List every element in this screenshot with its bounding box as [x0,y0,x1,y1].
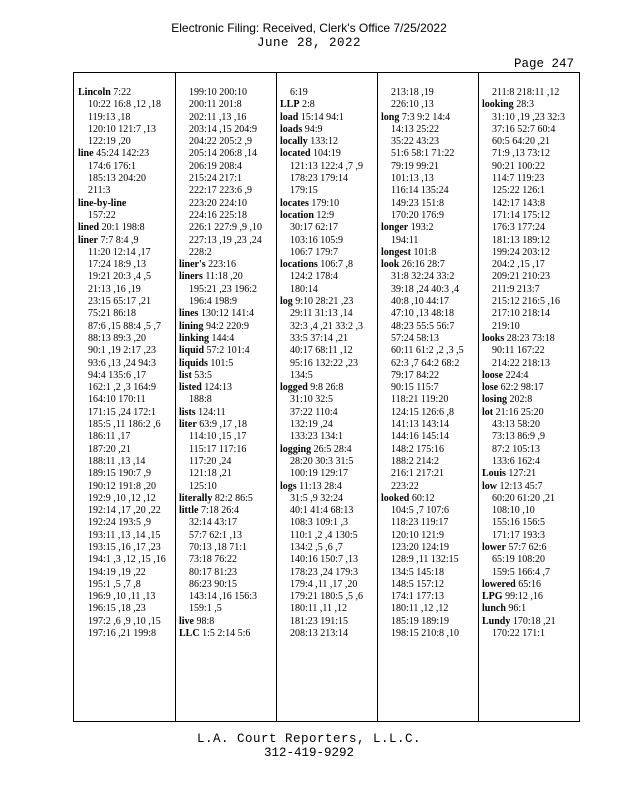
index-headword-line: looked 60:12 [381,492,435,504]
index-reference-line: 134:5 145:18 [391,566,445,578]
index-reference-line: 75:21 86:18 [88,308,137,320]
index-reference-line: 125:22 126:1 [492,185,546,197]
reporter-phone: 312-419-9292 [263,746,354,760]
index-reference-line: 211:8 218:11 ,12 [492,87,560,98]
index-reference-line: 179:4 ,11 ,17 ,20 [290,578,358,590]
index-reference-line: 148:5 157:12 [391,578,445,590]
index-reference-line: 108:3 109:1 ,3 [290,517,349,529]
index-headword-line: longest 101:8 [381,246,437,258]
index-reference-line: 73:18 76:22 [189,554,238,566]
index-reference-line: 40:1 41:4 68:13 [290,505,354,517]
index-headword-line: logging 26:5 28:4 [280,443,352,455]
index-column-2 [179,87,275,640]
index-reference-line: 51:6 58:1 71:22 [391,148,455,160]
column-divider [276,73,277,721]
index-reference-line: 31:8 32:24 33:2 [391,271,455,283]
index-reference-line: 219:10 [492,320,520,332]
index-headword-line: liner 7:7 8:4 ,9 [78,234,139,246]
index-reference-line: 224:16 225:18 [189,209,248,221]
index-reference-line: 149:23 151:8 [391,197,445,209]
index-reference-line: 185:5 ,11 186:2 ,6 [88,419,161,431]
index-headword-line: lines 130:12 141:4 [179,308,255,320]
index-reference-line: 108:10 ,10 [492,505,535,517]
index-reference-line: 33:5 37:14 ,21 [290,332,349,344]
index-reference-line: 104:5 ,7 107:6 [391,505,450,517]
index-headword-line: liners 11:18 ,20 [179,271,243,283]
index-headword-line: line 45:24 142:23 [78,148,150,160]
index-reference-line: 199:10 200:10 [189,87,248,98]
index-headword-line: longer 193:2 [381,222,434,234]
index-reference-line: 90:11 167:22 [492,345,545,357]
index-reference-line: 37:22 110:4 [290,406,338,418]
index-reference-line: 178:23 179:14 [290,173,349,185]
index-reference-line: 134:5 [290,369,313,381]
index-reference-line: 28:20 30:3 31:5 [290,455,354,467]
index-headword-line: Louis 127:21 [482,468,537,480]
index-reference-line: 62:3 ,7 64:2 68:2 [391,357,460,369]
index-headword-line: locations 106:7 ,8 [280,259,354,271]
index-reference-line: 121:13 122:4 ,7 ,9 [290,160,364,172]
index-headword-line: liquid 57:2 101:4 [179,345,250,357]
index-reference-line: 106:7 179:7 [290,246,339,258]
index-headword-line: line-by-line [78,197,127,209]
index-reference-line: 11:20 12:14 ,17 [88,246,151,258]
index-reference-line: 185:19 189:19 [391,615,450,627]
index-reference-line: 171:17 193:3 [492,529,546,541]
index-reference-line: 206:19 208:4 [189,160,243,172]
index-reference-line: 87:6 ,15 88:4 ,5 ,7 [88,320,162,332]
index-headword-line: LPG 99:12 ,16 [482,591,543,603]
reporter-name: L.A. Court Reporters, L.L.C. [196,732,422,746]
index-headword-line: literally 82:2 86:5 [179,492,253,504]
index-reference-line: 174:1 177:13 [391,591,445,603]
index-headword-line: lining 94:2 220:9 [179,320,250,332]
index-reference-line: 199:24 203:12 [492,246,551,258]
index-reference-line: 79:17 84:22 [391,369,440,381]
index-reference-line: 196:15 ,18 ,23 [88,603,146,615]
index-headword-line: loose 224:4 [482,369,529,381]
index-headword-line: location 12:9 [280,209,335,221]
index-box [73,72,580,722]
index-column-4 [381,87,477,640]
index-reference-line: 179:21 180:5 ,5 ,6 [290,591,364,603]
index-reference-line: 30:17 62:17 [290,222,339,234]
index-headword-line: logs 11:13 28:4 [280,480,342,492]
index-reference-line: 164:10 170:11 [88,394,146,406]
index-headword-line: looks 28:23 73:18 [482,332,555,344]
index-reference-line: 204:22 205:2 ,9 [189,136,253,148]
hearing-date: June 28, 2022 [256,36,362,50]
index-reference-line: 186:11 ,17 [88,431,131,443]
index-reference-line: 118:21 119:20 [391,394,449,406]
index-reference-line: 215:12 216:5 ,16 [492,296,561,308]
index-headword-line: lined 20:1 198:8 [78,222,145,234]
index-reference-line: 214:22 218:13 [492,357,551,369]
index-reference-line: 227:13 ,19 ,23 ,24 [189,234,262,246]
index-reference-line: 37:16 52:7 60:4 [492,123,556,135]
index-reference-line: 118:23 119:17 [391,517,449,529]
index-reference-line: 178:23 ,24 179:3 [290,566,359,578]
index-headword-line: lowered 65:16 [482,578,541,590]
index-headword-line: look 26:16 28:7 [381,259,445,271]
index-reference-line: 171:14 175:12 [492,209,551,221]
index-reference-line: 90:21 100:22 [492,160,546,172]
index-reference-line: 124:15 126:6 ,8 [391,406,455,418]
index-headword-line: LLP 2:8 [280,99,315,111]
index-headword-line: Lundy 170:18 ,21 [482,615,556,627]
index-reference-line: 179:15 [290,185,318,197]
index-reference-line: 196:9 ,10 ,11 ,13 [88,591,156,603]
index-reference-line: 90:1 ,19 2:17 ,23 [88,345,157,357]
index-headword-line: locally 133:12 [280,136,339,148]
index-headword-line: linking 144:4 [179,332,235,344]
index-reference-line: 216:1 217:21 [391,468,445,480]
index-reference-line: 39:18 ,24 40:3 ,4 [391,283,460,295]
index-reference-line: 94:4 135:6 ,17 [88,369,147,381]
index-column-5 [482,87,578,640]
index-reference-line: 32:3 ,4 ,21 33:2 ,3 [290,320,364,332]
index-reference-line: 193:11 ,13 ,14 ,15 [88,529,161,541]
index-reference-line: 181:23 191:15 [290,615,349,627]
index-reference-line: 57:24 58:13 [391,332,440,344]
index-reference-line: 47:10 ,13 48:18 [391,308,455,320]
index-headword-line: lot 21:16 25:20 [482,406,544,418]
index-reference-line: 80:17 81:23 [189,566,238,578]
index-reference-line: 157:22 [88,209,116,221]
index-reference-line: 71:9 ,13 73:12 [492,148,551,160]
index-reference-line: 121:18 ,21 [189,468,232,480]
index-reference-line: 211:3 [88,185,111,197]
index-reference-line: 170:20 176:9 [391,209,445,221]
index-headword-line: logged 9:8 26:8 [280,382,344,394]
index-reference-line: 128:9 ,11 132:15 [391,554,459,566]
index-reference-line: 202:11 ,13 ,16 [189,111,247,123]
index-reference-line: 100:19 129:17 [290,468,349,480]
index-headword-line: live 98:8 [179,615,215,627]
index-reference-line: 194:11 [391,234,419,246]
index-headword-line: low 12:13 45:7 [482,480,543,492]
index-headword-line: locates 179:10 [280,197,340,209]
index-reference-line: 195:21 ,23 196:2 [189,283,258,295]
index-reference-line: 60:20 61:20 ,21 [492,492,556,504]
index-reference-line: 194:19 ,19 ,22 [88,566,146,578]
index-headword-line: liner's 223:16 [179,259,236,271]
index-reference-line: 196:4 198:9 [189,296,238,308]
index-reference-line: 211:9 213:7 [492,283,540,295]
index-reference-line: 140:16 150:7 ,13 [290,554,359,566]
index-reference-line: 6:19 [290,87,308,98]
index-headword-line: liquids 101:5 [179,357,234,369]
index-reference-line: 31:10 32:5 [290,394,334,406]
index-reference-line: 120:10 121:7 ,13 [88,123,157,135]
index-reference-line: 122:19 ,20 [88,136,131,148]
index-reference-line: 119:13 ,18 [88,111,131,123]
index-reference-line: 23:15 65:17 ,21 [88,296,152,308]
index-reference-line: 19:21 20:3 ,4 ,5 [88,271,152,283]
index-reference-line: 90:15 115:7 [391,382,439,394]
index-reference-line: 29:11 31:13 ,14 [290,308,353,320]
index-reference-line: 133:23 134:1 [290,431,344,443]
column-divider [377,73,378,721]
index-reference-line: 194:1 ,3 ,12 ,15 ,16 [88,554,166,566]
index-reference-line: 148:2 175:16 [391,443,445,455]
index-reference-line: 170:22 171:1 [492,628,546,640]
index-reference-line: 143:14 ,16 156:3 [189,591,258,603]
index-reference-line: 103:16 105:9 [290,234,344,246]
index-column-1 [78,87,174,640]
index-reference-line: 226:10 ,13 [391,99,434,111]
index-reference-line: 17:24 18:9 ,13 [88,259,147,271]
index-reference-line: 189:15 190:7 ,9 [88,468,152,480]
index-reference-line: 114:10 ,15 ,17 [189,431,247,443]
index-reference-line: 180:11 ,12 ,12 [391,603,449,615]
index-reference-line: 40:17 68:11 ,12 [290,345,353,357]
index-reference-line: 204:2 ,15 ,17 [492,259,545,271]
column-divider [175,73,176,721]
index-reference-line: 188:8 [189,394,212,406]
index-reference-line: 144:16 145:14 [391,431,450,443]
index-reference-line: 31:5 ,9 32:24 [290,492,344,504]
index-reference-line: 228:2 [189,246,212,258]
column-divider [478,73,479,721]
index-reference-line: 120:10 121:9 [391,529,445,541]
index-reference-line: 142:17 143:8 [492,197,546,209]
index-reference-line: 190:12 191:8 ,20 [88,480,157,492]
index-reference-line: 209:21 210:23 [492,271,551,283]
index-reference-line: 223:20 224:10 [189,197,248,209]
index-reference-line: 200:11 201:8 [189,99,242,111]
index-reference-line: 10:22 16:8 ,12 ,18 [88,99,162,111]
index-reference-line: 188:2 214:2 [391,455,440,467]
index-headword-line: located 104:19 [280,148,341,160]
index-reference-line: 187:20 ,21 [88,443,131,455]
index-reference-line: 79:19 99:21 [391,160,440,172]
index-reference-line: 132:19 ,24 [290,419,333,431]
index-reference-line: 21:13 ,16 ,19 [88,283,141,295]
index-reference-line: 32:14 43:17 [189,517,238,529]
index-reference-line: 192:9 ,10 ,12 ,12 [88,492,156,504]
index-headword-line: LLC 1:5 2:14 5:6 [179,628,251,640]
index-reference-line: 88:13 89:3 ,20 [88,332,147,344]
index-reference-line: 93:6 ,13 ,24 94:3 [88,357,157,369]
index-reference-line: 114:7 119:23 [492,173,545,185]
index-headword-line: liter 63:9 ,17 ,18 [179,419,248,431]
index-headword-line: lunch 96:1 [482,603,527,615]
index-reference-line: 124:2 178:4 [290,271,339,283]
index-reference-line: 14:13 25:22 [391,123,440,135]
index-reference-line: 203:14 ,15 204:9 [189,123,258,135]
index-reference-line: 87:2 105:13 [492,443,541,455]
index-reference-line: 198:15 210:8 ,10 [391,628,460,640]
index-reference-line: 57:7 62:1 ,13 [189,529,243,541]
index-reference-line: 115:17 117:16 [189,443,247,455]
index-reference-line: 125:10 [189,480,217,492]
index-headword-line: looking 28:3 [482,99,534,111]
index-headword-line: log 9:10 28:21 ,23 [280,296,354,308]
index-reference-line: 162:1 ,2 ,3 164:9 [88,382,157,394]
index-reference-line: 141:13 143:14 [391,419,450,431]
index-reference-line: 217:10 218:14 [492,308,551,320]
index-reference-line: 65:19 108:20 [492,554,546,566]
index-reference-line: 159:1 ,5 [189,603,222,615]
index-headword-line: load 15:14 94:1 [280,111,344,123]
index-reference-line: 181:13 189:12 [492,234,551,246]
index-headword-line: list 53:5 [179,369,213,381]
index-reference-line: 155:16 156:5 [492,517,546,529]
index-reference-line: 43:13 58:20 [492,419,541,431]
index-headword-line: lose 62:2 98:17 [482,382,544,394]
index-reference-line: 73:13 86:9 ,9 [492,431,546,443]
index-headword-line: lists 124:11 [179,406,226,418]
index-reference-line: 193:15 ,16 ,17 ,23 [88,541,161,553]
index-headword-line: little 7:18 26:4 [179,505,239,517]
index-reference-line: 185:13 204:20 [88,173,147,185]
index-headword-line: long 7:3 9:2 14:4 [381,111,451,123]
index-reference-line: 31:10 ,19 ,23 32:3 [492,111,566,123]
index-reference-line: 195:1 ,5 ,7 ,8 [88,578,141,590]
index-reference-line: 213:18 ,19 [391,87,434,98]
index-column-3 [280,87,376,640]
index-reference-line: 110:1 ,2 ,4 130:5 [290,529,358,541]
index-reference-line: 48:23 55:5 56:7 [391,320,455,332]
index-reference-line: 134:2 ,5 ,6 ,7 [290,541,343,553]
index-reference-line: 86:23 90:15 [189,578,238,590]
index-reference-line: 70:13 ,18 71:1 [189,541,248,553]
index-headword-line: losing 202:8 [482,394,533,406]
index-reference-line: 192:14 ,17 ,20 ,22 [88,505,161,517]
index-reference-line: 192:24 193:5 ,9 [88,517,152,529]
index-reference-line: 171:15 ,24 172:1 [88,406,157,418]
page-number: Page 247 [513,57,574,71]
index-reference-line: 180:11 ,11 ,12 [290,603,348,615]
index-headword-line: loads 94:9 [280,123,323,135]
index-headword-line: listed 124:13 [179,382,233,394]
index-reference-line: 117:20 ,24 [189,455,232,467]
index-reference-line: 197:2 ,6 ,9 ,10 ,15 [88,615,161,627]
index-reference-line: 116:14 135:24 [391,185,449,197]
index-reference-line: 215:24 217:1 [189,173,243,185]
index-reference-line: 133:6 162:4 [492,455,541,467]
index-reference-line: 60:5 64:20 ,21 [492,136,551,148]
index-reference-line: 95:16 132:22 ,23 [290,357,359,369]
index-reference-line: 180:14 [290,283,318,295]
index-reference-line: 188:11 ,13 ,14 [88,455,146,467]
index-reference-line: 101:13 ,13 [391,173,434,185]
index-reference-line: 208:13 213:14 [290,628,349,640]
index-reference-line: 60:11 61:2 ,2 ,3 ,5 [391,345,464,357]
index-headword-line: Lincoln 7:22 [78,87,132,98]
index-reference-line: 223:22 [391,480,419,492]
index-reference-line: 197:16 ,21 199:8 [88,628,157,640]
index-reference-line: 35:22 43:23 [391,136,440,148]
index-reference-line: 123:20 124:19 [391,541,450,553]
index-headword-line: lower 57:7 62:6 [482,541,547,553]
index-reference-line: 226:1 227:9 ,9 ,10 [189,222,263,234]
filing-stamp: Electronic Filing: Received, Clerk's Office 7/25/2022 [171,21,447,35]
index-reference-line: 222:17 223:6 ,9 [189,185,253,197]
index-reference-line: 159:5 166:4 ,7 [492,566,551,578]
index-reference-line: 205:14 206:8 ,14 [189,148,258,160]
index-reference-line: 40:8 ,10 44:17 [391,296,450,308]
index-reference-line: 174:6 176:1 [88,160,137,172]
index-reference-line: 176:3 177:24 [492,222,546,234]
